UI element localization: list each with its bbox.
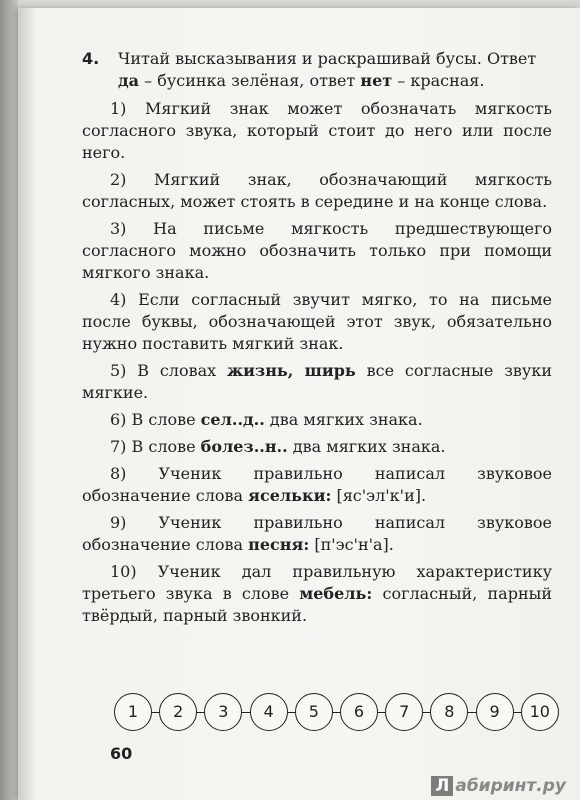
statements-list: [82, 98, 552, 627]
watermark-badge: Л: [431, 776, 453, 796]
answer-no-word: нет: [360, 71, 393, 90]
bead-7[interactable]: 7: [385, 693, 423, 731]
statement-text: 7) В слове: [110, 437, 201, 456]
statement-text: два мягких знака.: [287, 437, 446, 456]
statement-text: согласный, парный твёрдый, парный звонкий.: [82, 584, 552, 625]
statement-text: два мягких знака.: [264, 410, 423, 429]
book-spine-shadow: [0, 0, 18, 800]
statement-text: 1) Мягкий знак может обозначать мягкость согласного звука, который стоит до него или после него.: [82, 99, 552, 162]
statement-item: [82, 169, 552, 213]
statement-item: [82, 561, 552, 627]
statement-keyword: ясельки:: [248, 486, 332, 505]
statement-item: [82, 463, 552, 507]
statement-keyword: песня:: [248, 535, 310, 554]
statement-keyword: сел..д..: [200, 410, 265, 429]
statement-text: 2) Мягкий знак, обозначающий мягкость согласных, может стоять в середине и на конце слова.: [82, 170, 552, 211]
bead-1[interactable]: 1: [114, 693, 152, 731]
beads-row: [114, 691, 556, 733]
bead-6[interactable]: 6: [340, 693, 378, 731]
statement-item: [82, 436, 552, 458]
statement-text: 9) Ученик правильно написал звуковое обозначение слова: [82, 513, 552, 554]
statement-item: [82, 409, 552, 431]
statement-text: 8) Ученик правильно написал звуковое обозначение слова: [82, 464, 552, 505]
statement-text: 3) На письме мягкость предшествующего согласного можно обозначить только при помощи мягкого знака.: [82, 219, 552, 282]
statement-text: [яс'эл'к'и].: [331, 486, 427, 505]
watermark-text: абиринт.ру: [455, 776, 566, 796]
workbook-page: [18, 8, 580, 800]
page-number: 60: [110, 744, 133, 763]
bead-5[interactable]: 5: [295, 693, 333, 731]
bead-3[interactable]: 3: [204, 693, 242, 731]
statement-item: [82, 289, 552, 355]
bead-2[interactable]: 2: [159, 693, 197, 731]
statement-keyword: болез..н..: [200, 437, 288, 456]
statement-text: все согласные звуки мягкие.: [82, 361, 553, 402]
statement-item: [82, 512, 552, 556]
bead-9[interactable]: 9: [476, 693, 514, 731]
statement-keyword: жизнь, ширь: [226, 361, 356, 380]
statement-text: 10) Ученик дал правильную характеристику третьего звука в слове: [82, 562, 552, 603]
labirint-watermark: [431, 776, 566, 796]
task-number: 4.: [82, 49, 100, 68]
statement-item: [82, 218, 552, 284]
bead-10[interactable]: 10: [521, 693, 559, 731]
statement-text: 5) В словах: [110, 361, 227, 380]
statement-text: 6) В слове: [110, 410, 201, 429]
bead-8[interactable]: 8: [430, 693, 468, 731]
task-intro-3: – красная.: [392, 71, 485, 90]
task-intro-2: – бусинка зелёная, ответ: [139, 71, 361, 90]
task-intro-1: Читай высказывания и раскрашивай бусы. Ответ: [118, 49, 537, 68]
bead-4[interactable]: 4: [250, 693, 288, 731]
task-header: [82, 48, 552, 92]
statement-text: 4) Если согласный звучит мягко, то на письме после буквы, обозначающей этот звук, обязательно нужно поставить мягкий знак.: [82, 290, 552, 353]
answer-yes-word: да: [118, 71, 140, 90]
statement-item: [82, 98, 552, 164]
page-content: [82, 48, 552, 632]
statement-text: [п'эс'н'а].: [309, 535, 394, 554]
statement-keyword: мебель:: [299, 584, 373, 603]
statement-item: [82, 360, 552, 404]
